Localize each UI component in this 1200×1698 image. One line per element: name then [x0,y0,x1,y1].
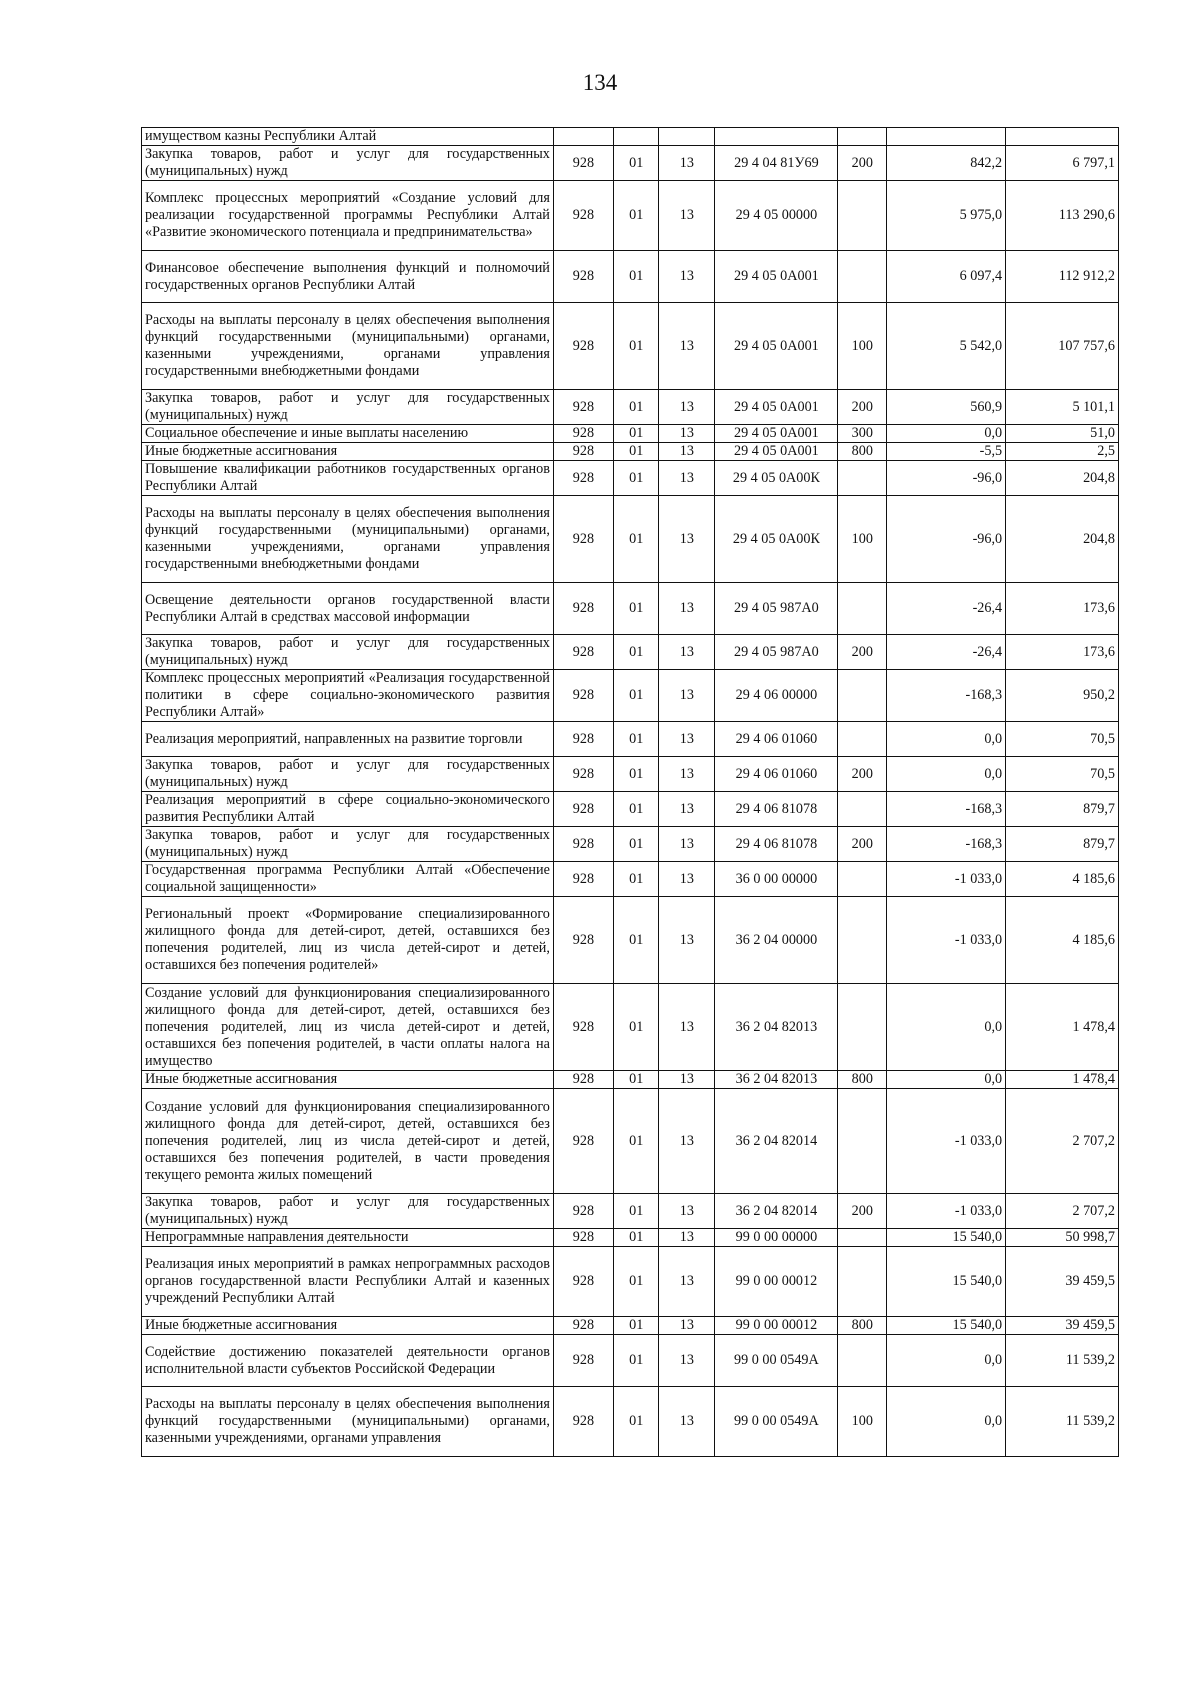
cell-section: 01 [613,670,659,722]
cell-change: 0,0 [887,1387,1006,1457]
cell-change: 6 097,4 [887,251,1006,303]
cell-expense-type [838,984,887,1071]
cell-target-article: 99 0 00 00012 [715,1247,838,1317]
cell-total: 2 707,2 [1006,1194,1119,1229]
cell-subsection: 13 [659,251,715,303]
cell-ministry: 928 [553,443,613,461]
cell-total: 5 101,1 [1006,390,1119,425]
cell-total: 50 998,7 [1006,1229,1119,1247]
cell-change: 0,0 [887,984,1006,1071]
cell-target-article: 29 4 05 0А001 [715,303,838,390]
cell-section: 01 [613,635,659,670]
cell-total: 6 797,1 [1006,146,1119,181]
cell-change: -1 033,0 [887,1194,1006,1229]
cell-section: 01 [613,1247,659,1317]
cell-section: 01 [613,862,659,897]
budget-table [141,127,1119,1457]
cell-name: Комплекс процессных мероприятий «Создание условий для реализации государственной программы Республики Алтай «Развитие экономического потенциала и предпринимательства» [142,181,554,251]
cell-total: 51,0 [1006,425,1119,443]
cell-target-article: 36 2 04 82013 [715,1071,838,1089]
cell-total: 11 539,2 [1006,1387,1119,1457]
cell-ministry: 928 [553,303,613,390]
cell-name: Закупка товаров, работ и услуг для государственных (муниципальных) нужд [142,827,554,862]
cell-section: 01 [613,496,659,583]
cell-ministry: 928 [553,862,613,897]
cell-subsection: 13 [659,1229,715,1247]
cell-change: 842,2 [887,146,1006,181]
cell-name: Расходы на выплаты персоналу в целях обеспечения выполнения функций государственными (муниципальными) органами, казенными учреждениями, органами управления [142,1387,554,1457]
cell-ministry: 928 [553,1194,613,1229]
cell-name: Закупка товаров, работ и услуг для государственных (муниципальных) нужд [142,390,554,425]
cell-expense-type: 200 [838,757,887,792]
cell-target-article: 99 0 00 00012 [715,1317,838,1335]
cell-subsection: 13 [659,1089,715,1194]
table-row [142,1387,1119,1457]
cell-change: 5 542,0 [887,303,1006,390]
cell-ministry: 928 [553,1089,613,1194]
cell-subsection: 13 [659,496,715,583]
cell-total: 204,8 [1006,496,1119,583]
cell-section: 01 [613,984,659,1071]
table-row [142,443,1119,461]
table-row [142,1071,1119,1089]
cell-subsection: 13 [659,897,715,984]
cell-section: 01 [613,1317,659,1335]
cell-subsection: 13 [659,583,715,635]
cell-name: Иные бюджетные ассигнования [142,1317,554,1335]
cell-subsection: 13 [659,635,715,670]
cell-expense-type: 100 [838,1387,887,1457]
cell-change: 0,0 [887,425,1006,443]
cell-target-article: 29 4 05 0А001 [715,390,838,425]
cell-section: 01 [613,1194,659,1229]
cell-change: -96,0 [887,461,1006,496]
cell-section: 01 [613,443,659,461]
cell-subsection: 13 [659,722,715,757]
cell-subsection: 13 [659,181,715,251]
cell-subsection [659,128,715,146]
table-row [142,1089,1119,1194]
cell-change: 0,0 [887,722,1006,757]
cell-ministry: 928 [553,496,613,583]
cell-target-article: 29 4 06 01060 [715,722,838,757]
cell-subsection: 13 [659,1317,715,1335]
cell-total: 39 459,5 [1006,1317,1119,1335]
cell-change: 15 540,0 [887,1247,1006,1317]
cell-total: 204,8 [1006,461,1119,496]
cell-name: Создание условий для функционирования специализированного жилищного фонда для детей-сирот, детей, оставшихся без попечения родителей, лиц из числа детей-сирот и детей, оставшихся без попечения родителей, в части проведения текущего ремонта жилых помещений [142,1089,554,1194]
cell-name: Государственная программа Республики Алтай «Обеспечение социальной защищенности» [142,862,554,897]
cell-total: 2,5 [1006,443,1119,461]
table-row [142,984,1119,1071]
cell-expense-type [838,897,887,984]
cell-subsection: 13 [659,1071,715,1089]
cell-section: 01 [613,425,659,443]
cell-subsection: 13 [659,757,715,792]
table-row [142,146,1119,181]
cell-change: -168,3 [887,827,1006,862]
cell-change: 15 540,0 [887,1317,1006,1335]
table-row [142,635,1119,670]
cell-section: 01 [613,722,659,757]
cell-target-article: 29 4 05 0А001 [715,251,838,303]
cell-change: 0,0 [887,1071,1006,1089]
table-row [142,251,1119,303]
cell-name: Иные бюджетные ассигнования [142,443,554,461]
cell-target-article: 29 4 05 0А001 [715,443,838,461]
table-row [142,181,1119,251]
table-row [142,390,1119,425]
cell-change: -1 033,0 [887,1089,1006,1194]
table-row [142,425,1119,443]
cell-ministry: 928 [553,635,613,670]
cell-target-article: 29 4 06 81078 [715,827,838,862]
cell-target-article: 29 4 05 00000 [715,181,838,251]
cell-expense-type [838,128,887,146]
cell-subsection: 13 [659,1194,715,1229]
cell-name: Повышение квалификации работников государственных органов Республики Алтай [142,461,554,496]
cell-change: 15 540,0 [887,1229,1006,1247]
cell-ministry: 928 [553,1247,613,1317]
cell-expense-type [838,461,887,496]
cell-total: 1 478,4 [1006,1071,1119,1089]
cell-section: 01 [613,146,659,181]
cell-name: Социальное обеспечение и иные выплаты населению [142,425,554,443]
cell-change [887,128,1006,146]
cell-ministry: 928 [553,1387,613,1457]
cell-change: 5 975,0 [887,181,1006,251]
cell-expense-type: 200 [838,827,887,862]
cell-ministry: 928 [553,181,613,251]
cell-ministry: 928 [553,146,613,181]
cell-change: 0,0 [887,1335,1006,1387]
cell-name: Содействие достижению показателей деятельности органов исполнительной власти субъектов Российской Федерации [142,1335,554,1387]
cell-subsection: 13 [659,303,715,390]
cell-total: 107 757,6 [1006,303,1119,390]
cell-change: -96,0 [887,496,1006,583]
cell-ministry: 928 [553,792,613,827]
cell-target-article: 29 4 06 81078 [715,792,838,827]
cell-name: Расходы на выплаты персоналу в целях обеспечения выполнения функций государственными (муниципальными) органами, казенными учреждениями, органами управления государственными внебюджетными фондами [142,303,554,390]
cell-section [613,128,659,146]
table-row [142,303,1119,390]
cell-ministry: 928 [553,583,613,635]
cell-ministry [553,128,613,146]
table-row [142,757,1119,792]
cell-name: Непрограммные направления деятельности [142,1229,554,1247]
cell-total: 173,6 [1006,583,1119,635]
cell-subsection: 13 [659,1247,715,1317]
cell-expense-type: 800 [838,1071,887,1089]
cell-change: -26,4 [887,583,1006,635]
cell-change: -168,3 [887,792,1006,827]
cell-target-article: 29 4 05 0А00К [715,461,838,496]
cell-expense-type [838,1089,887,1194]
cell-change: -1 033,0 [887,862,1006,897]
table-row [142,792,1119,827]
cell-expense-type [838,1247,887,1317]
cell-expense-type [838,1335,887,1387]
cell-ministry: 928 [553,722,613,757]
table-row [142,862,1119,897]
cell-name: Закупка товаров, работ и услуг для государственных (муниципальных) нужд [142,757,554,792]
cell-section: 01 [613,1335,659,1387]
cell-target-article: 36 2 04 82014 [715,1089,838,1194]
cell-name: Региональный проект «Формирование специализированного жилищного фонда для детей-сирот, детей, оставшихся без попечения родителей, лиц из числа детей-сирот и детей, оставшихся без попечения родителей» [142,897,554,984]
cell-target-article: 29 4 06 01060 [715,757,838,792]
cell-name: Закупка товаров, работ и услуг для государственных (муниципальных) нужд [142,1194,554,1229]
cell-ministry: 928 [553,984,613,1071]
cell-total: 173,6 [1006,635,1119,670]
cell-name: Реализация мероприятий, направленных на развитие торговли [142,722,554,757]
cell-target-article: 29 4 06 00000 [715,670,838,722]
cell-total: 112 912,2 [1006,251,1119,303]
cell-section: 01 [613,181,659,251]
cell-change: -26,4 [887,635,1006,670]
cell-ministry: 928 [553,251,613,303]
cell-total: 879,7 [1006,792,1119,827]
table-row [142,1317,1119,1335]
cell-total: 4 185,6 [1006,897,1119,984]
cell-expense-type: 300 [838,425,887,443]
cell-subsection: 13 [659,670,715,722]
table-row [142,583,1119,635]
cell-name: Закупка товаров, работ и услуг для государственных (муниципальных) нужд [142,635,554,670]
cell-total: 70,5 [1006,757,1119,792]
cell-total: 4 185,6 [1006,862,1119,897]
cell-total: 879,7 [1006,827,1119,862]
cell-section: 01 [613,1089,659,1194]
cell-expense-type [838,670,887,722]
cell-total: 1 478,4 [1006,984,1119,1071]
table-row [142,897,1119,984]
cell-change: 0,0 [887,757,1006,792]
cell-target-article: 29 4 05 0А001 [715,425,838,443]
cell-name: Реализация иных мероприятий в рамках непрограммных расходов органов государственной власти Республики Алтай и казенных учреждений Республики Алтай [142,1247,554,1317]
table-row [142,1194,1119,1229]
table-row [142,722,1119,757]
cell-subsection: 13 [659,984,715,1071]
cell-name: Освещение деятельности органов государственной власти Республики Алтай в средствах массовой информации [142,583,554,635]
cell-name: Комплекс процессных мероприятий «Реализация государственной политики в сфере социально-экономического развития Республики Алтай» [142,670,554,722]
cell-expense-type [838,583,887,635]
cell-ministry: 928 [553,390,613,425]
cell-name: Иные бюджетные ассигнования [142,1071,554,1089]
cell-target-article: 36 2 04 82013 [715,984,838,1071]
table-row [142,670,1119,722]
cell-expense-type [838,1229,887,1247]
cell-section: 01 [613,390,659,425]
table-row [142,461,1119,496]
cell-section: 01 [613,583,659,635]
cell-target-article [715,128,838,146]
cell-ministry: 928 [553,827,613,862]
cell-target-article: 29 4 04 81У69 [715,146,838,181]
cell-section: 01 [613,827,659,862]
cell-name: Расходы на выплаты персоналу в целях обеспечения выполнения функций государственными (муниципальными) органами, казенными учреждениями, органами управления государственными внебюджетными фондами [142,496,554,583]
cell-target-article: 99 0 00 0549А [715,1335,838,1387]
cell-expense-type: 100 [838,496,887,583]
cell-ministry: 928 [553,1317,613,1335]
cell-total: 39 459,5 [1006,1247,1119,1317]
cell-section: 01 [613,1071,659,1089]
cell-subsection: 13 [659,1335,715,1387]
cell-ministry: 928 [553,425,613,443]
cell-total: 11 539,2 [1006,1335,1119,1387]
cell-expense-type [838,722,887,757]
cell-ministry: 928 [553,1335,613,1387]
cell-change: -5,5 [887,443,1006,461]
cell-total: 70,5 [1006,722,1119,757]
cell-target-article: 29 4 05 987А0 [715,635,838,670]
cell-section: 01 [613,303,659,390]
cell-name: Реализация мероприятий в сфере социально-экономического развития Республики Алтай [142,792,554,827]
cell-section: 01 [613,757,659,792]
table-row [142,1247,1119,1317]
table-row [142,128,1119,146]
cell-expense-type: 100 [838,303,887,390]
table-row [142,827,1119,862]
cell-expense-type: 200 [838,1194,887,1229]
cell-section: 01 [613,792,659,827]
cell-change: -1 033,0 [887,897,1006,984]
cell-name: имуществом казны Республики Алтай [142,128,554,146]
cell-subsection: 13 [659,862,715,897]
cell-change: -168,3 [887,670,1006,722]
cell-total [1006,128,1119,146]
cell-target-article: 36 2 04 82014 [715,1194,838,1229]
cell-expense-type: 800 [838,1317,887,1335]
cell-expense-type: 800 [838,443,887,461]
cell-subsection: 13 [659,146,715,181]
cell-target-article: 36 0 00 00000 [715,862,838,897]
cell-ministry: 928 [553,461,613,496]
cell-target-article: 99 0 00 00000 [715,1229,838,1247]
cell-ministry: 928 [553,897,613,984]
cell-expense-type [838,181,887,251]
cell-expense-type: 200 [838,146,887,181]
cell-target-article: 99 0 00 0549А [715,1387,838,1457]
page-number: 134 [582,70,618,95]
table-row [142,1335,1119,1387]
cell-subsection: 13 [659,792,715,827]
cell-total: 113 290,6 [1006,181,1119,251]
cell-target-article: 36 2 04 00000 [715,897,838,984]
cell-change: 560,9 [887,390,1006,425]
cell-section: 01 [613,1387,659,1457]
cell-expense-type [838,251,887,303]
cell-name: Закупка товаров, работ и услуг для государственных (муниципальных) нужд [142,146,554,181]
cell-ministry: 928 [553,670,613,722]
cell-subsection: 13 [659,461,715,496]
cell-ministry: 928 [553,1071,613,1089]
cell-subsection: 13 [659,390,715,425]
cell-name: Создание условий для функционирования специализированного жилищного фонда для детей-сирот, детей, оставшихся без попечения родителей, лиц из числа детей-сирот и детей, оставшихся без попечения родителей, в части оплаты налога на имущество [142,984,554,1071]
table-row [142,496,1119,583]
cell-expense-type: 200 [838,635,887,670]
cell-ministry: 928 [553,757,613,792]
cell-target-article: 29 4 05 0А00К [715,496,838,583]
cell-section: 01 [613,251,659,303]
cell-section: 01 [613,461,659,496]
cell-subsection: 13 [659,1387,715,1457]
cell-subsection: 13 [659,425,715,443]
cell-target-article: 29 4 05 987А0 [715,583,838,635]
cell-total: 2 707,2 [1006,1089,1119,1194]
cell-section: 01 [613,897,659,984]
cell-section: 01 [613,1229,659,1247]
cell-subsection: 13 [659,443,715,461]
cell-expense-type [838,792,887,827]
cell-subsection: 13 [659,827,715,862]
cell-expense-type: 200 [838,390,887,425]
table-row [142,1229,1119,1247]
cell-total: 950,2 [1006,670,1119,722]
cell-expense-type [838,862,887,897]
cell-name: Финансовое обеспечение выполнения функций и полномочий государственных органов Республики Алтай [142,251,554,303]
cell-ministry: 928 [553,1229,613,1247]
